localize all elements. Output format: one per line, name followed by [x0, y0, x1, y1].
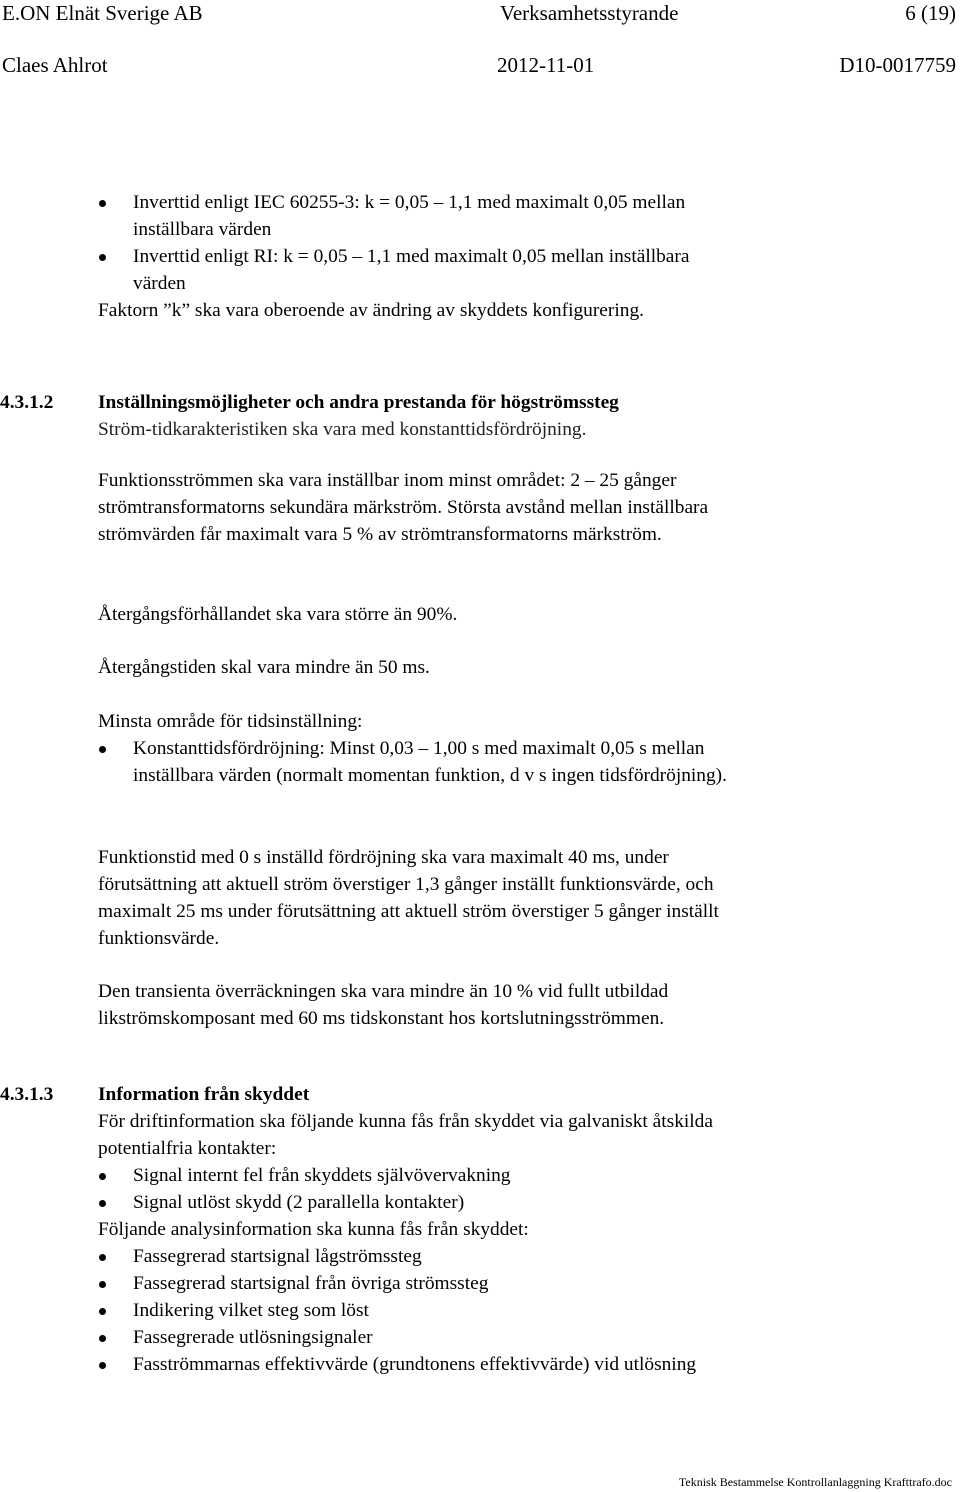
paragraph: Återgångsförhållandet ska vara större än 90%.: [98, 604, 458, 625]
drift-intro: För driftinformation ska följande kunna fås från skyddet via galvaniskt åtskilda potentialfria kontakter:: [98, 1111, 713, 1159]
list-item: Fassegrerad startsignal från övriga strömssteg: [98, 1270, 768, 1297]
paragraph: Den transienta överräckningen ska vara mindre än 10 % vid fullt utbildad likströmskomposant med 60 ms tidskonstant hos kortslutningsströmmen.: [98, 981, 669, 1029]
section-4312-para3: [98, 654, 798, 681]
document-date: 2012-11-01: [497, 53, 595, 77]
list-item: Konstanttidsfördröjning: Minst 0,03 – 1,00 s med maximalt 0,05 s mellan inställbara värden (normalt momentan funktion, d v s ingen tidsfördröjning).: [98, 735, 778, 789]
section-number-4312: 4.3.1.2: [0, 392, 54, 413]
company-name: E.ON Elnät Sverige AB: [2, 1, 203, 25]
inverse-time-list: [98, 189, 728, 297]
range-list: [98, 735, 778, 789]
section-4312-range: [98, 708, 778, 789]
list-item: Inverttid enligt IEC 60255-3: k = 0,05 – 1,1 med maximalt 0,05 mellan inställbara värden: [98, 189, 728, 243]
section-4312-para1: [98, 467, 738, 548]
list-item: Indikering vilket steg som löst: [98, 1297, 768, 1324]
section-title: Information från skyddet: [98, 1084, 310, 1105]
paragraph: Funktionstid med 0 s inställd fördröjning ska vara maximalt 40 ms, under förutsättning att aktuell ström överstiger 1,3 gånger inställt funktionsvärde, och maximalt 25 ms under förutsättning att aktuell ström överstiger 5 gånger inställt funktionsvärde.: [98, 847, 719, 949]
top-list-block: [98, 189, 728, 324]
factor-note: Faktorn ”k” ska vara oberoende av ändring av skyddets konfigurering.: [98, 300, 644, 321]
document-category: Verksamhetsstyrande: [500, 1, 679, 25]
characteristic-line: Ström-tidkarakteristiken ska vara med konstanttidsfördröjning.: [98, 419, 587, 440]
paragraph: Återgångstiden skal vara mindre än 50 ms.: [98, 657, 430, 678]
analysis-list: [98, 1243, 768, 1378]
section-4312-para5: [98, 978, 718, 1032]
list-item: Inverttid enligt RI: k = 0,05 – 1,1 med maximalt 0,05 mellan inställbara värden: [98, 243, 728, 297]
section-4312-para2: [98, 601, 798, 628]
paragraph: Funktionsströmmen ska vara inställbar inom minst området: 2 – 25 gånger strömtransformatorns sekundära märkström. Största avstånd mellan inställbara strömvärden får maximalt vara 5 % av strömtransformatorns märkström.: [98, 470, 709, 545]
list-item: Fassegrerade utlösningsignaler: [98, 1324, 768, 1351]
section-4312: [98, 389, 748, 443]
page-number: 6 (19): [905, 1, 956, 25]
section-4312-para4: [98, 844, 738, 952]
list-item: Signal internt fel från skyddets självövervakning: [98, 1162, 768, 1189]
analysis-label: Följande analysinformation ska kunna fås från skyddet:: [98, 1219, 529, 1240]
drift-list: [98, 1162, 768, 1216]
header-row-1: [0, 0, 960, 30]
footer-filename: Teknisk Bestammelse Kontrollanlaggning Krafttrafo.doc: [678, 1475, 952, 1489]
range-label: Minsta område för tidsinställning:: [98, 711, 363, 732]
section-title: Inställningsmöjligheter och andra prestanda för högströmssteg: [98, 392, 619, 413]
header-row-2: [0, 52, 960, 82]
section-number-4313: 4.3.1.3: [0, 1084, 54, 1105]
list-item: Signal utlöst skydd (2 parallella kontakter): [98, 1189, 768, 1216]
list-item: Fasströmmarnas effektivvärde (grundtonens effektivvärde) vid utlösning: [98, 1351, 768, 1378]
document-id: D10-0017759: [839, 53, 956, 77]
section-4313: [98, 1081, 768, 1378]
list-item: Fassegrerad startsignal lågströmssteg: [98, 1243, 768, 1270]
author-name: Claes Ahlrot: [2, 53, 108, 77]
